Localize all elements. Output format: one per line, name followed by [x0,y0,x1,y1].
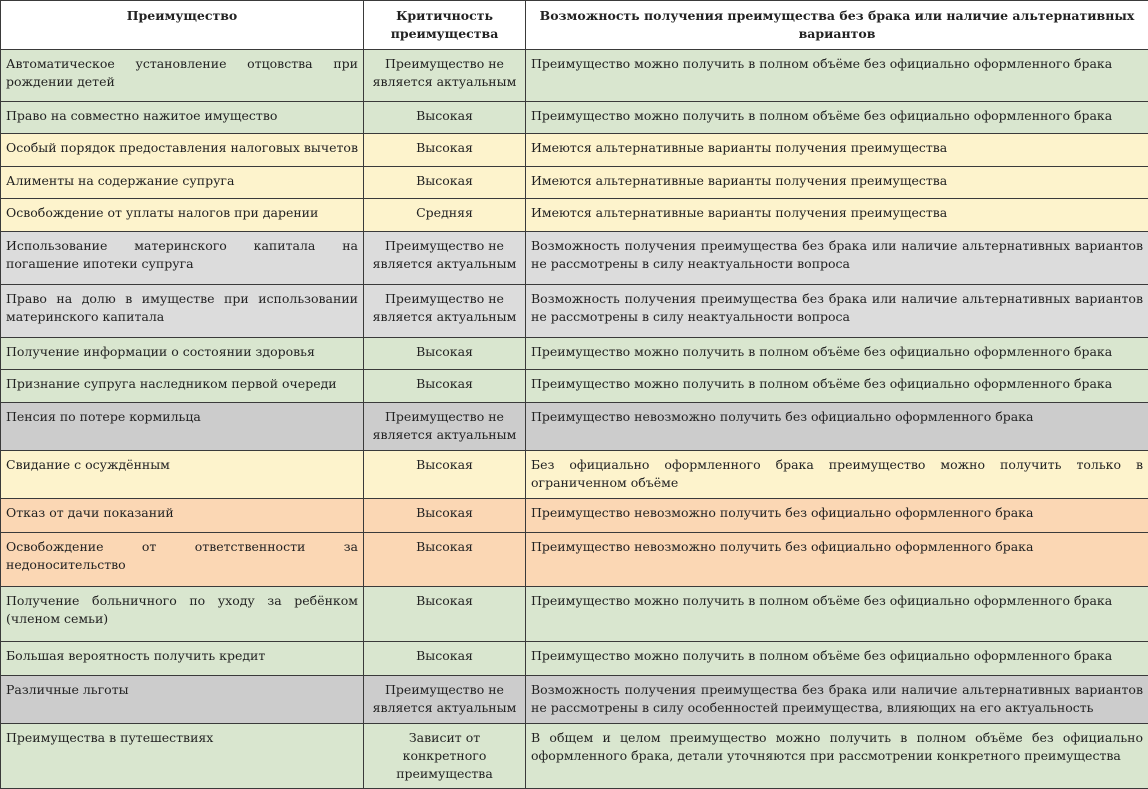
criticality-cell: Высокая [364,167,526,199]
advantage-cell: Отказ от дачи показаний [1,499,364,533]
criticality-cell: Высокая [364,370,526,403]
advantage-cell: Признание супруга наследником первой очереди [1,370,364,403]
criticality-cell: Высокая [364,533,526,587]
possibility-cell: Преимущество невозможно получить без официально оформленного брака [526,499,1148,533]
advantage-cell: Автоматическое установление отцовства при рождении детей [1,50,364,102]
table-row [1,285,1148,338]
advantage-cell: Использование материнского капитала на погашение ипотеки супруга [1,232,364,285]
criticality-cell: Зависит от конкретного преимущества [364,724,526,789]
advantage-cell: Свидание с осуждённым [1,451,364,499]
criticality-cell: Преимущество не является актуальным [364,676,526,724]
table-row [1,199,1148,232]
possibility-cell: Преимущество невозможно получить без официально оформленного брака [526,533,1148,587]
possibility-cell: Имеются альтернативные варианты получения преимущества [526,167,1148,199]
possibility-cell: Имеются альтернативные варианты получения преимущества [526,134,1148,167]
criticality-cell: Высокая [364,587,526,642]
table-row [1,451,1148,499]
criticality-cell: Высокая [364,499,526,533]
criticality-cell: Высокая [364,642,526,676]
possibility-cell: Преимущество можно получить в полном объёме без официально оформленного брака [526,642,1148,676]
possibility-cell: Преимущество можно получить в полном объёме без официально оформленного брака [526,370,1148,403]
table-row [1,50,1148,102]
header-row [1,1,1148,50]
table-row [1,676,1148,724]
advantage-cell: Пенсия по потере кормильца [1,403,364,451]
table-body [1,50,1148,789]
advantage-cell: Различные льготы [1,676,364,724]
advantage-cell: Освобождение от ответственности за недоносительство [1,533,364,587]
header-possibility: Возможность получения преимущества без брака или наличие альтернативных вариантов [526,1,1148,50]
criticality-cell: Высокая [364,338,526,370]
advantage-cell: Преимущества в путешествиях [1,724,364,789]
possibility-cell: Преимущество невозможно получить без официально оформленного брака [526,403,1148,451]
table-row [1,403,1148,451]
header-criticality: Критичность преимущества [364,1,526,50]
table-row [1,370,1148,403]
possibility-cell: Возможность получения преимущества без брака или наличие альтернативных вариантов не рассмотрены в силу неактуальности вопроса [526,232,1148,285]
criticality-cell: Преимущество не является актуальным [364,232,526,285]
advantage-cell: Алименты на содержание супруга [1,167,364,199]
criticality-cell: Преимущество не является актуальным [364,403,526,451]
table-row [1,724,1148,789]
table-row [1,642,1148,676]
criticality-cell: Высокая [364,451,526,499]
criticality-cell: Преимущество не является актуальным [364,50,526,102]
criticality-cell: Высокая [364,102,526,134]
criticality-cell: Высокая [364,134,526,167]
criticality-cell: Преимущество не является актуальным [364,285,526,338]
table-row [1,102,1148,134]
advantage-cell: Получение больничного по уходу за ребёнком (членом семьи) [1,587,364,642]
possibility-cell: Преимущество можно получить в полном объёме без официально оформленного брака [526,102,1148,134]
table-row [1,587,1148,642]
possibility-cell: Преимущество можно получить в полном объёме без официально оформленного брака [526,587,1148,642]
table-row [1,499,1148,533]
possibility-cell: В общем и целом преимущество можно получить в полном объёме без официально оформленного брака, детали уточняются при рассмотрении конкретного преимущества [526,724,1148,789]
advantage-cell: Право на долю в имуществе при использовании материнского капитала [1,285,364,338]
possibility-cell: Преимущество можно получить в полном объёме без официально оформленного брака [526,338,1148,370]
table-row [1,134,1148,167]
advantage-cell: Большая вероятность получить кредит [1,642,364,676]
possibility-cell: Возможность получения преимущества без брака или наличие альтернативных вариантов не рассмотрены в силу особенностей преимущества, влияющих на его актуальность [526,676,1148,724]
table-row [1,232,1148,285]
possibility-cell: Имеются альтернативные варианты получения преимущества [526,199,1148,232]
possibility-cell: Возможность получения преимущества без брака или наличие альтернативных вариантов не рассмотрены в силу неактуальности вопроса [526,285,1148,338]
table-row [1,338,1148,370]
advantage-cell: Освобождение от уплаты налогов при дарении [1,199,364,232]
possibility-cell: Без официально оформленного брака преимущество можно получить только в ограниченном объёме [526,451,1148,499]
advantage-cell: Право на совместно нажитое имущество [1,102,364,134]
criticality-cell: Средняя [364,199,526,232]
advantage-cell: Получение информации о состоянии здоровья [1,338,364,370]
header-advantage: Преимущество [1,1,364,50]
possibility-cell: Преимущество можно получить в полном объёме без официально оформленного брака [526,50,1148,102]
advantage-cell: Особый порядок предоставления налоговых вычетов [1,134,364,167]
table-row [1,533,1148,587]
table-row [1,167,1148,199]
